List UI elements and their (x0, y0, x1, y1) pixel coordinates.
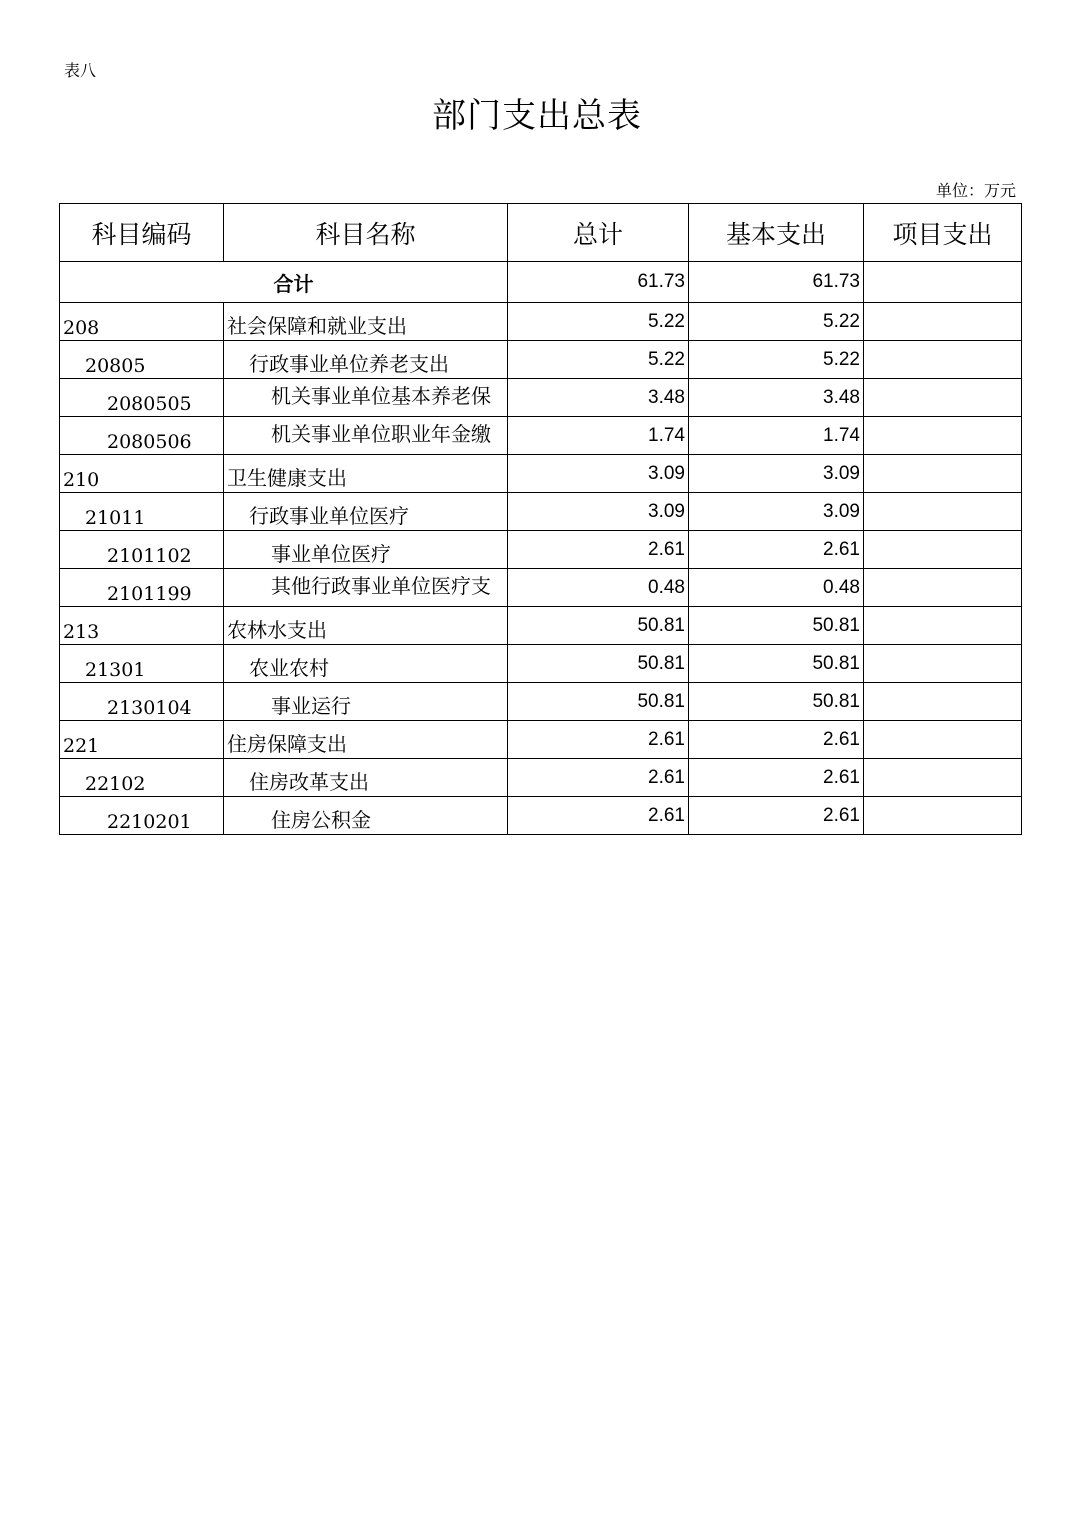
row-name: 事业单位医疗 (224, 531, 508, 569)
total-basic-value: 61.73 (689, 262, 864, 303)
row-basic: 3.48 (689, 379, 864, 417)
row-code: 2080506 (60, 417, 224, 455)
row-code: 208 (60, 303, 224, 341)
row-name-cell (224, 379, 508, 417)
table-row (60, 569, 1022, 607)
table-row (60, 493, 1022, 531)
row-project (864, 759, 1022, 797)
row-basic: 50.81 (689, 607, 864, 645)
row-code: 210 (60, 455, 224, 493)
row-name: 住房公积金 (224, 797, 508, 835)
row-project (864, 493, 1022, 531)
row-project (864, 417, 1022, 455)
row-name: 农林水支出 (224, 607, 508, 645)
table-row (60, 683, 1022, 721)
row-total: 3.48 (508, 379, 689, 417)
row-project (864, 341, 1022, 379)
row-code: 2130104 (60, 683, 224, 721)
row-total: 0.48 (508, 569, 689, 607)
row-basic: 3.09 (689, 493, 864, 531)
unit-label: 单位：万元 (935, 181, 1016, 200)
row-project (864, 569, 1022, 607)
table-row (60, 721, 1022, 759)
row-total: 2.61 (508, 721, 689, 759)
row-basic: 2.61 (689, 531, 864, 569)
row-project (864, 455, 1022, 493)
row-name: 机关事业单位基本养老保 (271, 384, 491, 408)
row-name-cell (224, 417, 508, 455)
row-name: 事业运行 (224, 683, 508, 721)
row-name-cell (224, 569, 508, 607)
total-value: 61.73 (508, 262, 689, 303)
row-total: 50.81 (508, 645, 689, 683)
row-total: 2.61 (508, 797, 689, 835)
row-basic: 1.74 (689, 417, 864, 455)
row-basic: 2.61 (689, 721, 864, 759)
column-header-total: 总计 (508, 204, 689, 262)
header-row (60, 204, 1022, 262)
table-row (60, 341, 1022, 379)
table-row (60, 379, 1022, 417)
table-row (60, 607, 1022, 645)
row-name: 其他行政事业单位医疗支 (271, 574, 491, 598)
table-row (60, 455, 1022, 493)
column-header-project: 项目支出 (864, 204, 1022, 262)
row-code: 21011 (60, 493, 224, 531)
row-total: 3.09 (508, 455, 689, 493)
row-total: 3.09 (508, 493, 689, 531)
table-row (60, 759, 1022, 797)
column-header-name: 科目名称 (224, 204, 508, 262)
row-basic: 2.61 (689, 797, 864, 835)
row-total: 5.22 (508, 341, 689, 379)
row-project (864, 721, 1022, 759)
row-total: 2.61 (508, 759, 689, 797)
row-project (864, 379, 1022, 417)
total-row (60, 262, 1022, 303)
row-name: 机关事业单位职业年金缴 (271, 422, 491, 446)
row-basic: 2.61 (689, 759, 864, 797)
table-row (60, 531, 1022, 569)
expenditure-table (59, 203, 1022, 835)
row-name: 卫生健康支出 (224, 455, 508, 493)
column-header-code: 科目编码 (60, 204, 224, 262)
row-total: 2.61 (508, 531, 689, 569)
total-project-value (864, 262, 1022, 303)
row-basic: 50.81 (689, 645, 864, 683)
row-code: 20805 (60, 341, 224, 379)
row-total: 50.81 (508, 683, 689, 721)
table-row (60, 797, 1022, 835)
row-code: 2080505 (60, 379, 224, 417)
row-name: 住房改革支出 (224, 759, 508, 797)
row-total: 1.74 (508, 417, 689, 455)
row-basic: 3.09 (689, 455, 864, 493)
row-code: 22102 (60, 759, 224, 797)
row-total: 5.22 (508, 303, 689, 341)
table-row (60, 645, 1022, 683)
row-code: 221 (60, 721, 224, 759)
row-basic: 0.48 (689, 569, 864, 607)
row-name: 住房保障支出 (224, 721, 508, 759)
table-row (60, 417, 1022, 455)
table-number: 表八 (64, 61, 97, 80)
row-name: 农业农村 (224, 645, 508, 683)
table-row (60, 303, 1022, 341)
page-title: 部门支出总表 (432, 96, 642, 136)
row-code: 2210201 (60, 797, 224, 835)
row-code: 2101102 (60, 531, 224, 569)
column-header-basic: 基本支出 (689, 204, 864, 262)
row-name: 行政事业单位医疗 (224, 493, 508, 531)
row-code: 2101199 (60, 569, 224, 607)
row-basic: 50.81 (689, 683, 864, 721)
row-project (864, 683, 1022, 721)
row-project (864, 531, 1022, 569)
total-label: 合计 (60, 262, 508, 303)
row-code: 21301 (60, 645, 224, 683)
row-project (864, 645, 1022, 683)
row-code: 213 (60, 607, 224, 645)
row-name: 行政事业单位养老支出 (224, 341, 508, 379)
row-total: 50.81 (508, 607, 689, 645)
row-project (864, 607, 1022, 645)
row-name: 社会保障和就业支出 (224, 303, 508, 341)
row-project (864, 303, 1022, 341)
row-basic: 5.22 (689, 303, 864, 341)
row-basic: 5.22 (689, 341, 864, 379)
row-project (864, 797, 1022, 835)
